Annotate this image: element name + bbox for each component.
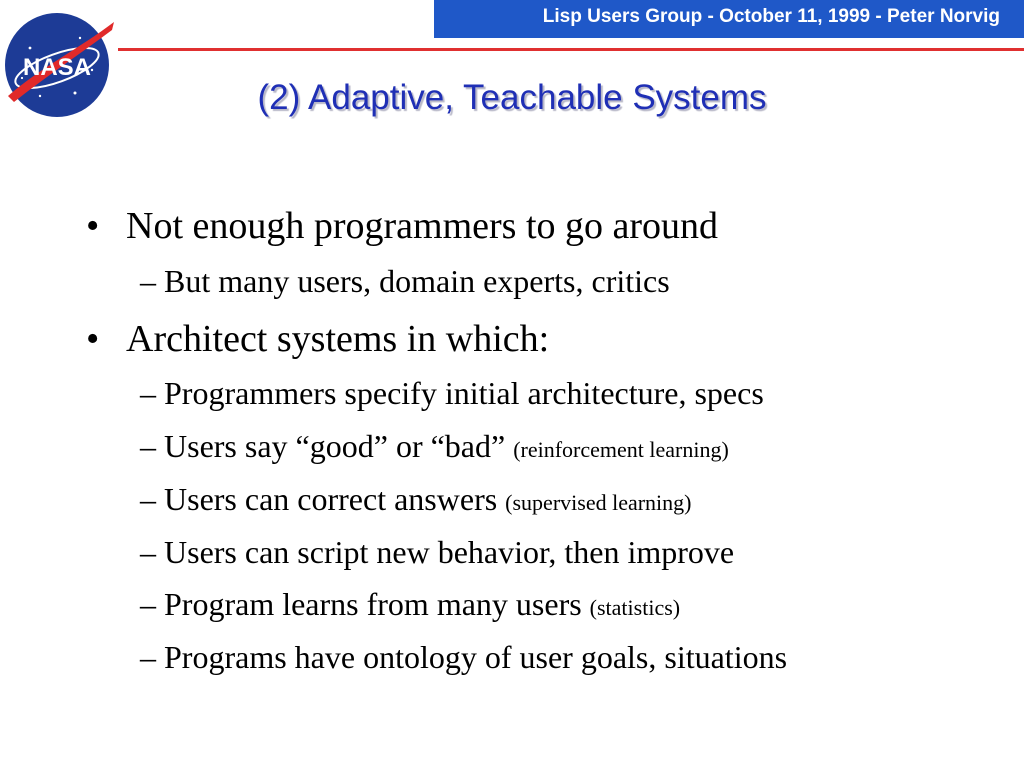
bullet-text: Architect systems in which: [126,318,550,360]
sub-item-note: (supervised learning) [505,490,692,515]
sub-item-text: – Program learns from many users [140,586,590,622]
slide-title: (2) Adaptive, Teachable Systems [257,78,767,117]
sub-item-text: – Users say “good” or “bad” [140,428,514,464]
sub-item [140,375,764,412]
bullet-item [86,204,718,248]
sub-item [140,534,734,571]
sub-item [140,428,729,465]
sub-item [140,586,680,623]
sub-item-note: (statistics) [589,595,681,620]
bullet-dot-icon: • [86,205,100,247]
sub-item-text: – Users can correct answers [140,481,506,517]
sub-item [140,639,787,676]
sub-item-text: – Users can script new behavior, then improve [140,534,735,570]
bullet-item [86,317,549,361]
sub-item-text: – Programmers specify initial architecture, specs [140,375,764,411]
logo-lettering: NASA [22,54,92,81]
banner-text: Lisp Users Group - October 11, 1999 - Peter Norvig [542,6,1000,27]
sub-item-note: (reinforcement learning) [513,437,729,462]
bullet-dot-icon: • [86,318,100,360]
sub-item [140,263,670,300]
sub-item-text: – Programs have ontology of user goals, situations [140,639,788,675]
sub-item [140,481,692,518]
bullet-text: Not enough programmers to go around [126,205,719,247]
sub-item-text: – But many users, domain experts, critics [140,263,670,299]
